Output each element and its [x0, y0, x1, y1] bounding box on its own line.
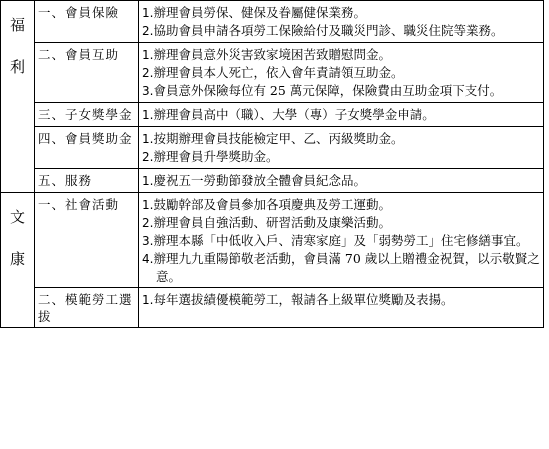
item-description — [139, 127, 544, 169]
description-line — [142, 106, 540, 124]
line-number: 2. — [142, 150, 154, 164]
line-text: 鼓勵幹部及會員參加各項慶典及勞工運動。 — [153, 197, 391, 212]
line-text: 按期辦理會員技能檢定甲、乙、丙級獎助金。 — [153, 131, 404, 146]
line-text: 辦理九九重陽節敬老活動，會員滿 70 歲以上贈禮金祝賀，以示敬賢之意。 — [153, 251, 540, 284]
table-row — [1, 288, 544, 328]
table-row — [1, 1, 544, 43]
description-line — [142, 46, 540, 64]
line-number: 2. — [142, 66, 154, 80]
table-row — [1, 169, 544, 193]
table-row — [1, 127, 544, 169]
item-title: 二、模範勞工選拔 — [35, 288, 139, 328]
item-title: 二、會員互助 — [35, 43, 139, 103]
line-number: 1. — [142, 293, 154, 307]
line-text: 協助會員申請各項勞工保險給付及職災門診、職災住院等業務。 — [153, 23, 504, 38]
line-number: 1. — [142, 132, 154, 146]
item-title: 四、會員獎助金 — [35, 127, 139, 169]
line-text: 辦理會員意外災害致家境困苦致贈慰問金。 — [153, 47, 391, 62]
item-title: 三、子女獎學金 — [35, 103, 139, 127]
description-line — [142, 82, 540, 100]
line-number: 4. — [142, 252, 154, 266]
item-title: 一、社會活動 — [35, 193, 139, 288]
item-description — [139, 43, 544, 103]
description-line — [142, 291, 540, 309]
category-label-char: 福 — [9, 16, 25, 34]
description-line — [142, 232, 540, 250]
line-number: 1. — [142, 198, 154, 212]
line-text: 辦理會員勞保、健保及眷屬健保業務。 — [153, 5, 366, 20]
category-label-char: 文 — [9, 208, 25, 226]
line-text: 辦理會員自強活動、研習活動及康樂活動。 — [153, 215, 391, 230]
item-description — [139, 169, 544, 193]
line-number: 3. — [142, 234, 154, 248]
line-number: 1. — [142, 174, 154, 188]
category-label-char: 利 — [9, 58, 25, 76]
item-description — [139, 103, 544, 127]
line-text: 慶祝五一勞動節發放全體會員紀念品。 — [153, 173, 366, 188]
description-line — [142, 250, 540, 285]
line-text: 辦理會員本人死亡，依入會年責請領互助金。 — [153, 65, 404, 80]
description-line — [142, 196, 540, 214]
description-line — [142, 22, 540, 40]
item-title: 一、會員保險 — [35, 1, 139, 43]
description-line — [142, 4, 540, 22]
category-cell — [1, 1, 35, 193]
table-row — [1, 193, 544, 288]
line-number: 1. — [142, 108, 154, 122]
line-text: 辦理會員升學獎助金。 — [153, 149, 279, 164]
services-table-body — [1, 1, 544, 328]
description-line — [142, 172, 540, 190]
line-number: 3. — [142, 84, 154, 98]
line-text: 辦理本縣「中低收入戶、清寒家庭」及「弱勢勞工」住宅修繕事宜。 — [153, 233, 529, 248]
table-row — [1, 103, 544, 127]
table-row — [1, 43, 544, 103]
description-line — [142, 148, 540, 166]
description-line — [142, 130, 540, 148]
line-number: 1. — [142, 48, 154, 62]
category-cell — [1, 193, 35, 328]
line-number: 2. — [142, 216, 154, 230]
item-description — [139, 193, 544, 288]
line-number: 1. — [142, 6, 154, 20]
line-number: 2. — [142, 24, 154, 38]
category-label-char: 康 — [9, 250, 25, 268]
description-line — [142, 214, 540, 232]
line-text: 會員意外保險每位有 25 萬元保障，保險費由互助金項下支付。 — [153, 83, 503, 98]
description-line — [142, 64, 540, 82]
item-description — [139, 1, 544, 43]
item-description — [139, 288, 544, 328]
line-text: 辦理會員高中（職）、大學（專）子女獎學金申請。 — [153, 107, 435, 122]
line-text: 每年選拔績優模範勞工，報請各上級單位獎勵及表揚。 — [153, 292, 454, 307]
item-title: 五、服務 — [35, 169, 139, 193]
